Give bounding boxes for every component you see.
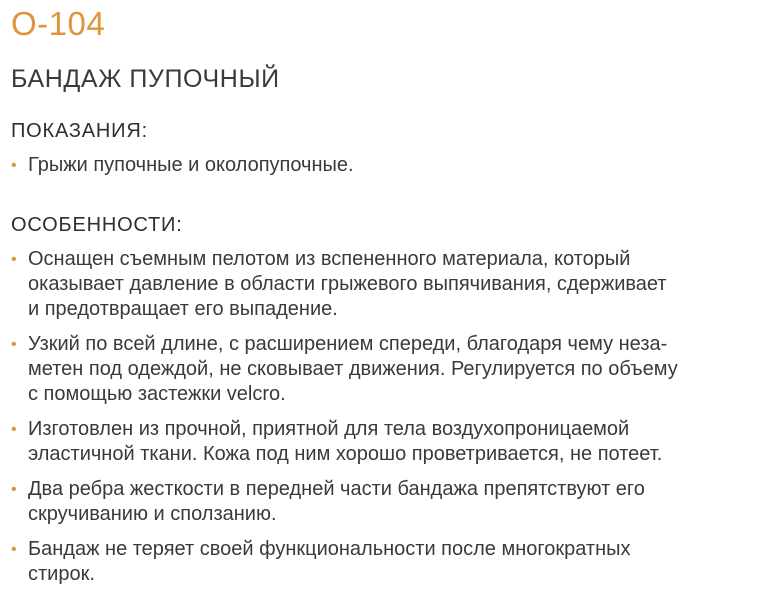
- bullet-icon: •: [11, 541, 17, 558]
- list-item: [11, 247, 769, 322]
- list-item: [11, 417, 769, 467]
- bullet-icon: •: [11, 157, 17, 174]
- list-item-text: Бандаж не теряет своей функциональности после многократных стирок.: [28, 538, 631, 585]
- indications-heading: ПОКАЗАНИЯ:: [11, 120, 148, 142]
- bullet-icon: •: [11, 336, 17, 353]
- indications-list: [11, 153, 769, 178]
- bullet-icon: •: [11, 481, 17, 498]
- bullet-icon: •: [11, 251, 17, 268]
- list-item: [11, 332, 769, 407]
- list-item: [11, 477, 769, 527]
- list-item-text: Грыжи пупочные и околопупочные.: [28, 154, 354, 176]
- product-code: О-104: [11, 5, 106, 42]
- list-item: [11, 537, 769, 587]
- list-item-text: Оснащен съемным пелотом из вспененного материала, который оказывает давление в области грыжевого выпячивания, сдерживает и предотвращает его выпадение.: [28, 248, 667, 320]
- list-item-text: Два ребра жесткости в передней части бандажа препятствуют его скручиванию и сползанию.: [28, 478, 645, 525]
- features-list: [11, 247, 769, 587]
- product-title: БАНДАЖ ПУПОЧНЫЙ: [11, 65, 280, 93]
- list-item-text: Изготовлен из прочной, приятной для тела воздухопроницаемой эластичной ткани. Кожа под ним хорошо проветривается, не потеет.: [28, 418, 663, 465]
- bullet-icon: •: [11, 421, 17, 438]
- list-item-text: Узкий по всей длине, с расширением спереди, благодаря чему неза- метен под одеждой, не сковывает движения. Регулируется по объему с помощью застежки velcro.: [28, 333, 678, 405]
- product-sheet: [0, 5, 769, 590]
- list-item: [11, 153, 769, 178]
- features-heading: ОСОБЕННОСТИ:: [11, 214, 183, 236]
